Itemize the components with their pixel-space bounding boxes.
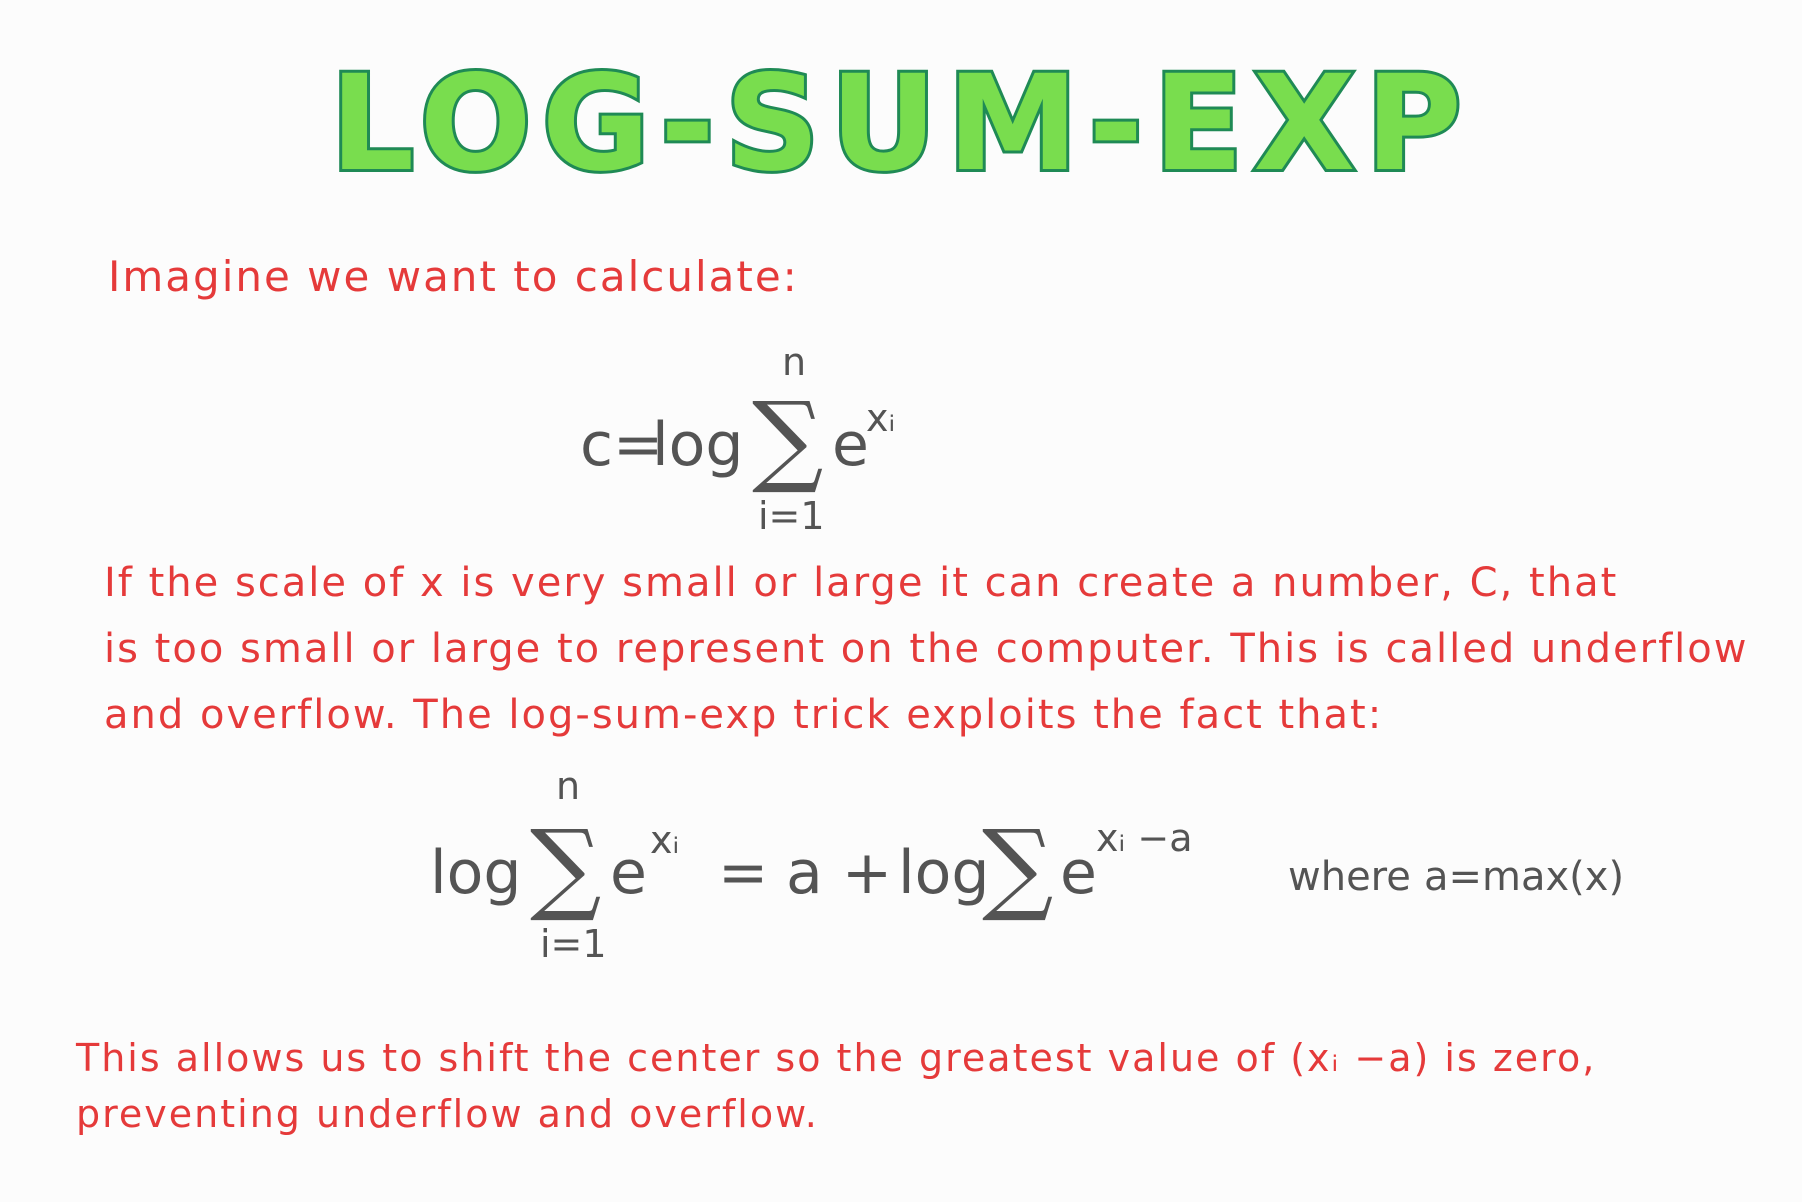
eq2-where: where xyxy=(1288,854,1411,900)
conclusion-paragraph xyxy=(76,1030,1596,1142)
explanation-line-1: If the scale of x is very small or large it can create a number, C, that xyxy=(104,560,1619,606)
eq1-sigma-icon: ∑ xyxy=(752,380,824,497)
eq2-equals: = xyxy=(718,838,769,908)
eq2-e-left: e xyxy=(610,838,647,908)
eq1-sum-lower: i=1 xyxy=(758,494,825,538)
eq2-condition: a=max(x) xyxy=(1424,854,1625,900)
page-title: LOG-SUM-EXP xyxy=(330,47,1472,201)
eq1-exponent: xᵢ xyxy=(866,396,896,440)
explanation-line-3: and overflow. The log-sum-exp trick exploits the fact that: xyxy=(104,692,1384,738)
eq1-sum-upper: n xyxy=(782,340,807,384)
eq2-exponent-left: xᵢ xyxy=(650,818,680,862)
conclusion-line-1: This allows us to shift the center so the greatest value of (xᵢ −a) is zero, xyxy=(76,1036,1597,1080)
eq2-sum-lower: i=1 xyxy=(540,922,607,966)
intro-text: Imagine we want to calculate: xyxy=(108,252,799,301)
eq2-e-right: e xyxy=(1060,838,1097,908)
explanation-paragraph xyxy=(104,550,1748,748)
eq2-log-right: log xyxy=(898,838,990,908)
eq2-sigma-right-icon: ∑ xyxy=(982,808,1054,925)
eq1-lhs: c= xyxy=(580,410,664,480)
eq1-e: e xyxy=(832,410,869,480)
eq1-log: log xyxy=(652,410,744,480)
eq2-log-left: log xyxy=(430,838,522,908)
conclusion-line-2: preventing underflow and overflow. xyxy=(76,1092,819,1136)
eq2-exponent-right: xᵢ −a xyxy=(1096,816,1193,860)
explanation-line-2: is too small or large to represent on the computer. This is called underflow xyxy=(104,626,1749,672)
eq2-sum-upper: n xyxy=(556,764,581,808)
eq2-sigma-left-icon: ∑ xyxy=(530,808,602,925)
eq2-a-plus: a + xyxy=(786,838,893,908)
